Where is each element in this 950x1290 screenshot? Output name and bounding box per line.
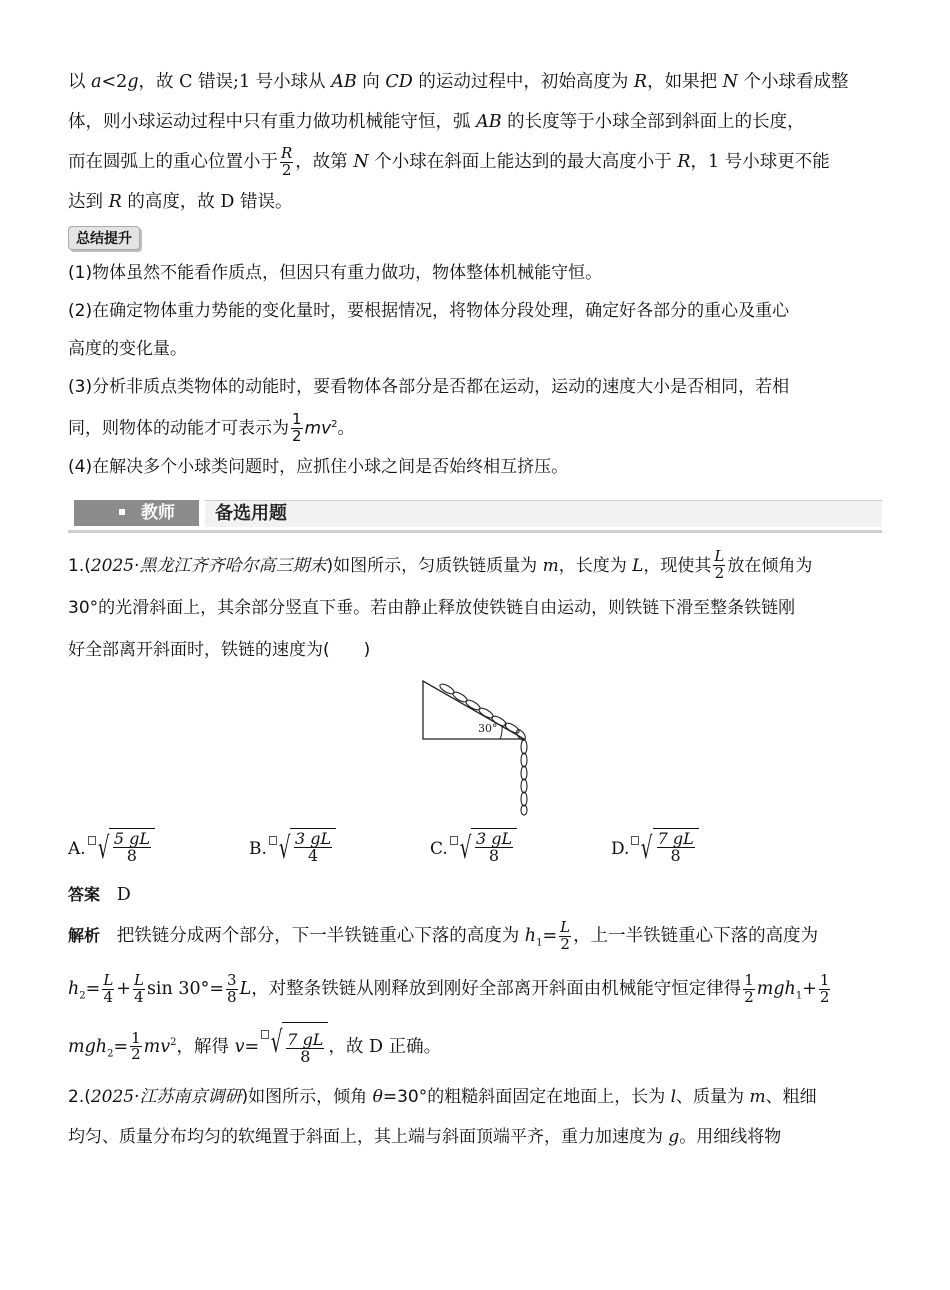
text: <2 [101,72,128,92]
var-r: R [677,152,691,172]
placeholder-box-icon [261,1030,269,1039]
question-2: 2.(2025·江苏南京调研)如图所示，倾角 θ=30°的粗糙斜面固定在地面上，长为 l、质量为 m、粗细 均匀、质量分布均匀的软绳置于斜面上，其上端与斜面顶端平齐，重力加速度为 g。用细线将物 [68,1086,817,1147]
var-ab: AB [331,72,357,92]
summary-item-2: (2)在确定物体重力势能的变化量时，要根据情况，将物体分段处理，确定好各部分的重心及重心 高度的变化量。 [68,301,790,359]
chain-hanging [521,740,527,815]
fraction-l-over-2: $\frac{L}{2}$ [714,547,725,583]
option-a[interactable]: A. √ $\frac{5 gL}{8}$ [68,828,249,870]
question-source: 2025·黑龙江齐齐哈尔高三期末 [90,555,327,576]
text: ，故 C 错误;1 号小球从 [138,72,332,92]
var-r: R [633,72,648,92]
text: 个小球看成整 [737,72,849,92]
angle-label: 30° [478,721,498,735]
banner-teacher-label: 教师 [74,500,199,526]
fraction-one-half: $\frac{1}{2}$ [292,410,302,446]
summary-item-3: (3)分析非质点类物体的动能时，要看物体各部分是否都在运动，运动的速度大小是否相同，若相 同，则物体的动能才可表示为 $\frac{1}{2}$ $mv^2$。 [68,377,790,446]
radical-icon: √ [278,830,291,866]
var-n: N [353,152,369,172]
angle-arc [500,727,502,739]
text: 体，则小球运动过程中只有重力做功机械能守恒，弧 [68,112,477,132]
sqrt-expression: √ $\frac{7 gL}{8}$ [261,1022,328,1071]
sqrt-expression: √ $\frac{5 gL}{8}$ [88,828,155,870]
sqrt-expression: √ $\frac{3 gL}{4}$ [269,828,336,870]
summary-item-4: (4)在解决多个小球类问题时，应抓住小球之间是否始终相互挤压。 [68,456,569,477]
text: 以 [68,72,92,92]
placeholder-box-icon [269,836,277,845]
chain-incline-figure [68,677,882,817]
square-bullet-icon [119,509,125,515]
banner-title: 备选用题 [205,500,882,527]
placeholder-box-icon [450,836,458,845]
text: 的运动过程中，初始高度为 [412,72,634,92]
text: ，1 号小球更不能 [690,152,830,172]
var-n: N [722,72,738,92]
var-g: g [127,72,139,92]
text: 向 [356,72,386,92]
page-content [68,62,882,1157]
summary-list [68,254,882,486]
placeholder-box-icon [88,836,96,845]
placeholder-box-icon [631,836,639,845]
text: ，如果把 [647,72,723,92]
var-ab: AB [476,112,502,132]
radical-icon: √ [641,830,653,866]
question-1: 1.(2025·黑龙江齐齐哈尔高三期末)如图所示，匀质铁链质量为 m，长度为 L，现使其 $\frac{L}{2}$ 放在倾角为 30°的光滑斜面上，其余部分竖直下垂。若由静止释放使铁链自由运动，则铁链下滑至整条铁链刚 好全部离开斜面时，铁链的速度为( ) [68,547,813,660]
option-d[interactable]: D. √ $\frac{7 gL}{8}$ [611,828,792,870]
text: 个小球在斜面上能达到的最大高度小于 [368,152,678,172]
radical-icon: √ [270,1025,283,1061]
summary-item-1: (1)物体虽然不能看作质点，但因只有重力做功，物体整体机械能守恒。 [68,263,603,283]
option-b[interactable]: B. √ $\frac{3 gL}{4}$ [249,828,430,870]
var-a: a [91,72,102,92]
fraction-r-over-2: $\frac{R}{2}$ [281,144,293,179]
question-source: 2025·江苏南京调研 [90,1086,242,1107]
text: 的长度等于小球全部到斜面上的长度， [501,112,805,132]
answer-line: 答案 D [68,884,131,905]
explanation-continued [68,62,882,222]
sqrt-expression: √ $\frac{3 gL}{8}$ [450,828,517,870]
radical-icon: √ [97,830,109,866]
var-r: R [108,192,122,212]
text: 达到 [68,192,109,212]
analysis: 解析 把铁链分成两个部分，下一半铁链重心下落的高度为 $h_1=$ $\frac{L}{2}$ ，上一半铁链重心下落的高度为 $h_2=$ $\frac{L}{4}$ + $\frac{L}{4}$ sin 30°= $\frac{3}{8}$ L，对整条铁链从刚释放到刚好全部离开斜面由机械能守恒定律得 $\frac{1}{2}$ mgh$_1$+ $\frac{1}{2}$ mgh$_2$= $\frac{1}{2}$ $mv^2$，解得 v= √ $\frac{7 gL}{8}$ ，故 D 正确。 [68,913,882,1077]
answer-options [68,821,882,877]
answer-value: D [116,884,131,905]
teacher-banner [68,496,882,533]
summary-tag: 总结提升 [68,226,140,250]
option-c[interactable]: C. √ $\frac{3 gL}{8}$ [430,828,611,870]
incline-diagram [68,677,882,817]
text: 而在圆弧上的重心位置小于 [68,152,278,172]
text: 的高度，故 D 错误。 [121,192,293,212]
sqrt-expression: √ $\frac{7 gL}{8}$ [631,828,698,870]
text: ，故第 [295,152,354,172]
var-cd: CD [385,72,413,92]
radical-icon: √ [459,830,472,866]
